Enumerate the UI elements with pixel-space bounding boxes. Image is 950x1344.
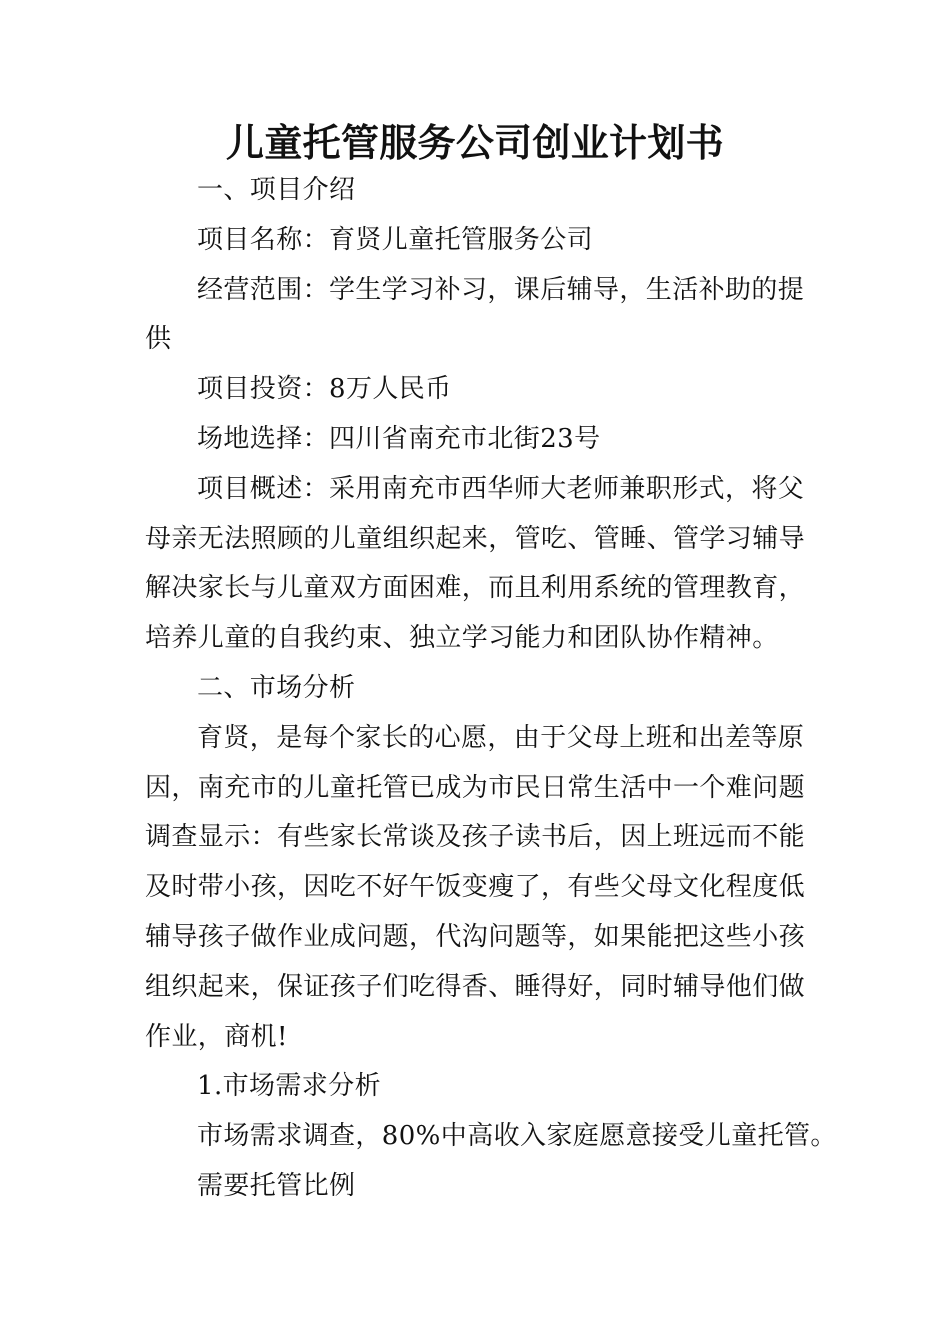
text-line: 因，南充市的儿童托管已成为市民日常生活中一个难问题 bbox=[145, 772, 806, 803]
text-line: 一、项目介绍 bbox=[197, 175, 356, 205]
text-line: 项目名称：育贤儿童托管服务公司 bbox=[197, 224, 594, 255]
text-line: 市场需求调查，80%中高收入家庭愿意接受儿童托管。 bbox=[197, 1121, 837, 1152]
text-line: 及时带小孩，因吃不好午饭变瘦了，有些父母文化程度低 bbox=[145, 872, 806, 903]
text-line: 项目概述：采用南充市西华师大老师兼职形式，将父 bbox=[197, 473, 805, 504]
text-line: 场地选择：四川省南充市北街23号 bbox=[197, 424, 601, 454]
text-line: 母亲无法照顾的儿童组织起来，管吃、管睡、管学习辅导 bbox=[145, 523, 806, 554]
text-line: 需要托管比例 bbox=[197, 1171, 356, 1201]
text-line: 供 bbox=[145, 324, 172, 355]
document-title: 儿童托管服务公司创业计划书 bbox=[226, 120, 724, 165]
text-line: 育贤，是每个家长的心愿，由于父母上班和出差等原 bbox=[197, 722, 805, 753]
text-line: 二、市场分析 bbox=[197, 673, 356, 703]
text-line: 经营范围：学生学习补习，课后辅导，生活补助的提 bbox=[197, 274, 805, 305]
text-line: 组织起来，保证孩子们吃得香、睡得好，同时辅导他们做 bbox=[145, 971, 806, 1002]
text-line: 培养儿童的自我约束、独立学习能力和团队协作精神。 bbox=[145, 623, 779, 654]
text-line: 作业，商机! bbox=[145, 1021, 288, 1052]
text-line: 项目投资：8万人民币 bbox=[197, 374, 452, 405]
text-line: 调查显示：有些家长常谈及孩子读书后，因上班远而不能 bbox=[145, 822, 806, 853]
text-line: 1.市场需求分析 bbox=[197, 1071, 382, 1102]
text-line: 解决家长与儿童双方面困难，而且利用系统的管理教育， bbox=[145, 573, 806, 604]
text-line: 辅导孩子做作业成问题，代沟问题等，如果能把这些小孩 bbox=[145, 922, 806, 952]
